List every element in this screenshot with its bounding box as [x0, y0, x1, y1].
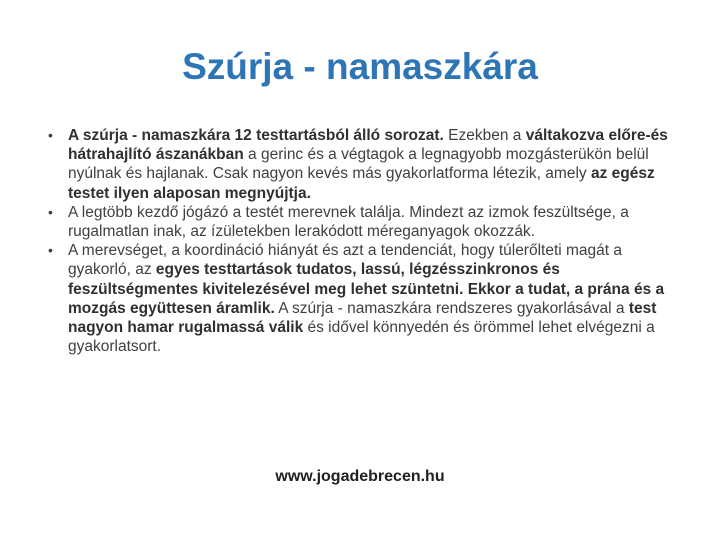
bullet-text: Ezekben a — [443, 127, 526, 144]
bullet-marker: • — [48, 203, 53, 220]
bullet-marker: • — [48, 242, 53, 259]
bullet-text-bold: az egész testet ilyen alaposan megnyújtja. — [68, 165, 655, 202]
bullet-item — [48, 241, 680, 356]
bullet-text: és idővel könnyedén és örömmel lehet elvégezni a gyakorlatsort. — [68, 319, 655, 356]
bullet-list — [48, 126, 680, 356]
bullet-text-bold: váltakozva előre-és hátrahajlító ászanákban — [68, 127, 668, 164]
bullet-text: A merevséget, a koordináció hiányát és azt a tendenciát, hogy túlerőlteti magát a gyakorló, az — [68, 242, 623, 279]
bullet-item — [48, 126, 680, 203]
bullet-text-bold: test nagyon hamar rugalmassá válik — [68, 299, 657, 337]
footer-url: www.jogadebrecen.hu — [275, 468, 445, 485]
bullet-text-bold: egyes testtartások tudatos, lassú, légzésszinkronos és feszültségmentes kivitelezésével meg lehet szüntetni. Ekkor a tudat, a prána és a mozgás együttesen áramlik. — [68, 261, 665, 317]
bullet-marker: • — [48, 127, 53, 143]
bullet-text: a gerinc és a végtagok a legnagyobb mozgásterükön belül nyúlnak és hajlanak. Csak nagyon kevés más gyakorlatforma létezik, amely — [68, 146, 649, 183]
bullet-text-bold: A szúrja - namaszkára 12 testtartásból álló sorozat. — [68, 127, 444, 144]
bullet-text: A szúrja - namaszkára rendszeres gyakorlásával a — [274, 299, 629, 317]
bullet-item — [48, 203, 680, 241]
slide-title: Szúrja - namaszkára — [182, 46, 538, 87]
bullet-text: A legtöbb kezdő jógázó a testét merevnek találja. Mindezt az izmok feszültsége, a rugalmatlan inak, az ízületekben lerakódott méreganyagok okozzák. — [68, 203, 629, 241]
